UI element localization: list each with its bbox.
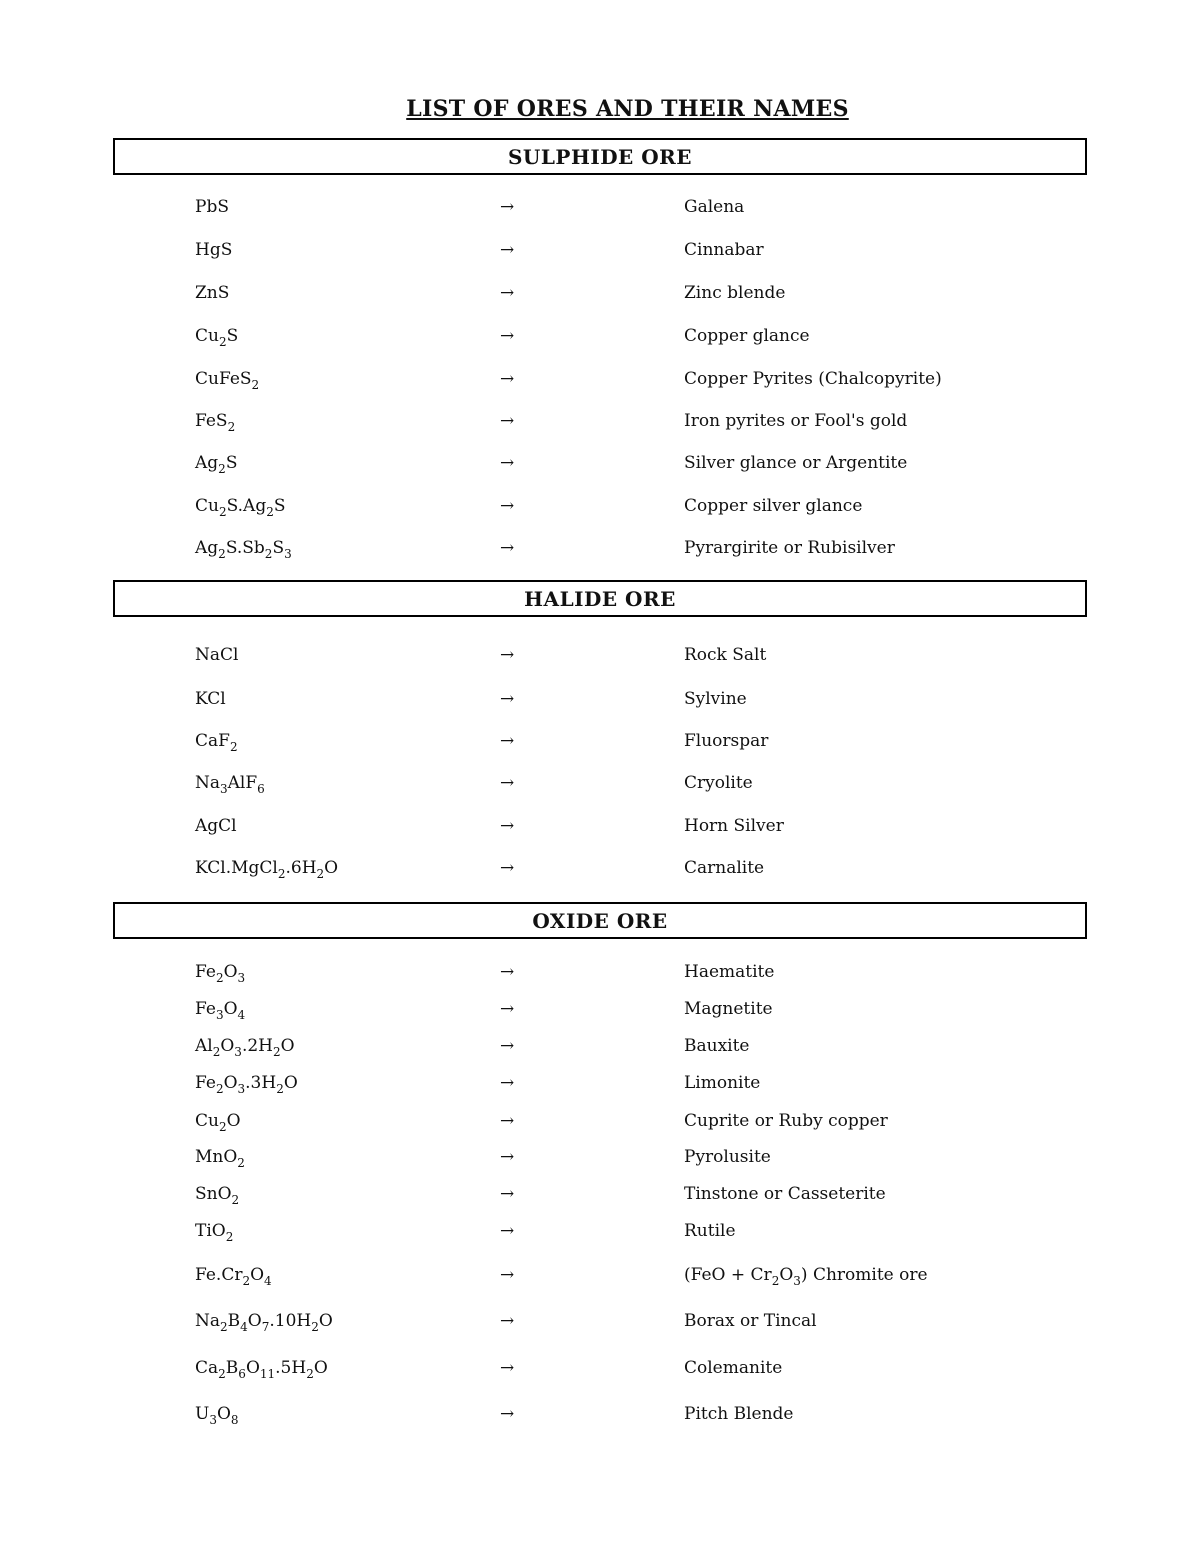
arrow-icon: → xyxy=(500,197,515,217)
ore-formula: ZnS xyxy=(195,283,230,303)
ore-row xyxy=(0,1147,1200,1173)
arrow-icon: → xyxy=(500,1221,515,1241)
arrow-icon: → xyxy=(500,731,515,751)
ore-formula: $Fe_2O_3.3H_2O$ xyxy=(195,1073,298,1096)
ore-name: Haematite xyxy=(684,962,775,982)
ore-name: Horn Silver xyxy=(684,816,784,836)
arrow-icon: → xyxy=(500,1404,515,1424)
ore-name: Copper glance xyxy=(684,326,810,346)
ore-formula: SnO$_2$ xyxy=(195,1184,240,1207)
arrow-icon: → xyxy=(500,538,515,558)
ore-formula: KCl xyxy=(195,689,226,709)
arrow-icon: → xyxy=(500,283,515,303)
arrow-icon: → xyxy=(500,689,515,709)
ore-name: Limonite xyxy=(684,1073,761,1093)
ore-formula: $Fe.Cr_2O_4$ xyxy=(195,1265,272,1288)
ore-formula: $Fe_3O_4$ xyxy=(195,999,246,1022)
ore-name: Galena xyxy=(684,197,745,217)
arrow-icon: → xyxy=(500,1184,515,1204)
ore-formula: $Ca_2B_6O_{11}.5H_2O$ xyxy=(195,1358,328,1381)
ore-row xyxy=(0,240,1200,266)
ore-name: Copper Pyrites (Chalcopyrite) xyxy=(684,369,942,389)
arrow-icon: → xyxy=(500,496,515,516)
ore-formula: NaCl xyxy=(195,645,239,665)
ore-formula: $Ag_2S.Sb_2S_3$ xyxy=(195,538,292,561)
ore-row xyxy=(0,962,1200,988)
ore-name: Fluorspar xyxy=(684,731,769,751)
ore-formula: $U_3O_8$ xyxy=(195,1404,239,1427)
ore-formula: TiO$_2$ xyxy=(195,1221,234,1244)
ore-name: Bauxite xyxy=(684,1036,750,1056)
ore-row xyxy=(0,496,1200,522)
ore-row xyxy=(0,538,1200,564)
ore-row xyxy=(0,1358,1200,1384)
ore-row xyxy=(0,858,1200,884)
ore-row xyxy=(0,1311,1200,1337)
ore-name: Pyrolusite xyxy=(684,1147,771,1167)
ore-row xyxy=(0,689,1200,715)
arrow-icon: → xyxy=(500,1036,515,1056)
ore-row xyxy=(0,326,1200,352)
ore-formula: HgS xyxy=(195,240,233,260)
ore-name: Cinnabar xyxy=(684,240,764,260)
ore-formula: $KCl.MgCl_2.6H_2O$ xyxy=(195,858,339,881)
ore-name: Sylvine xyxy=(684,689,747,709)
ore-formula: PbS xyxy=(195,197,229,217)
ore-row xyxy=(0,1073,1200,1099)
ore-row xyxy=(0,411,1200,437)
arrow-icon: → xyxy=(500,1147,515,1167)
ore-row xyxy=(0,1221,1200,1247)
arrow-icon: → xyxy=(500,1265,515,1285)
arrow-icon: → xyxy=(500,1358,515,1378)
ore-name: Colemanite xyxy=(684,1358,783,1378)
arrow-icon: → xyxy=(500,962,515,982)
arrow-icon: → xyxy=(500,816,515,836)
arrow-icon: → xyxy=(500,773,515,793)
ore-name: Magnetite xyxy=(684,999,773,1019)
arrow-icon: → xyxy=(500,999,515,1019)
arrow-icon: → xyxy=(500,411,515,431)
ore-row xyxy=(0,1404,1200,1430)
ore-row xyxy=(0,816,1200,842)
ore-row xyxy=(0,1111,1200,1137)
section-header: SULPHIDE ORE xyxy=(113,138,1087,175)
section-header: OXIDE ORE xyxy=(113,902,1087,939)
ore-name: Cuprite or Ruby copper xyxy=(684,1111,888,1131)
arrow-icon: → xyxy=(500,453,515,473)
ore-formula: $Cu_2S$ xyxy=(195,326,239,349)
ore-row xyxy=(0,1184,1200,1210)
ore-formula: $Cu_2S.Ag_2S$ xyxy=(195,496,286,519)
ore-formula: $Cu_2O$ xyxy=(195,1111,241,1134)
ore-row xyxy=(0,1036,1200,1062)
ore-formula: $Fe_2O_3$ xyxy=(195,962,246,985)
arrow-icon: → xyxy=(500,1111,515,1131)
ore-row xyxy=(0,731,1200,757)
arrow-icon: → xyxy=(500,858,515,878)
arrow-icon: → xyxy=(500,369,515,389)
ore-formula: CaF$_2$ xyxy=(195,731,238,754)
arrow-icon: → xyxy=(500,240,515,260)
ore-name: Zinc blende xyxy=(684,283,786,303)
ore-name: Carnalite xyxy=(684,858,765,878)
ore-row xyxy=(0,645,1200,671)
ore-name: $(FeO + Cr_2O_3)$ Chromite ore xyxy=(684,1265,928,1288)
ore-row xyxy=(0,369,1200,395)
arrow-icon: → xyxy=(500,326,515,346)
arrow-icon: → xyxy=(500,1311,515,1331)
ore-name: Pitch Blende xyxy=(684,1404,794,1424)
ore-formula: CuFeS$_2$ xyxy=(195,369,260,392)
ore-row xyxy=(0,197,1200,223)
ore-name: Cryolite xyxy=(684,773,753,793)
ore-row xyxy=(0,453,1200,479)
ore-row xyxy=(0,773,1200,799)
ore-name: Tinstone or Casseterite xyxy=(684,1184,886,1204)
ore-formula: $Na_2B_4O_7.10H_2O$ xyxy=(195,1311,333,1334)
ore-row xyxy=(0,999,1200,1025)
ore-name: Copper silver glance xyxy=(684,496,863,516)
ore-formula: $Al_2O_3.2H_2O$ xyxy=(195,1036,295,1059)
ore-formula: $Na_3AlF_6$ xyxy=(195,773,265,796)
ore-name: Borax or Tincal xyxy=(684,1311,817,1331)
section-header: HALIDE ORE xyxy=(113,580,1087,617)
ore-name: Rock Salt xyxy=(684,645,767,665)
ore-name: Pyrargirite or Rubisilver xyxy=(684,538,895,558)
ore-row xyxy=(0,1265,1200,1291)
ore-name: Iron pyrites or Fool's gold xyxy=(684,411,908,431)
page-title: LIST OF ORES AND THEIR NAMES xyxy=(406,96,849,122)
ore-name: Silver glance or Argentite xyxy=(684,453,908,473)
arrow-icon: → xyxy=(500,1073,515,1093)
ore-formula: MnO$_2$ xyxy=(195,1147,245,1170)
arrow-icon: → xyxy=(500,645,515,665)
ore-row xyxy=(0,283,1200,309)
ore-name: Rutile xyxy=(684,1221,736,1241)
ore-formula: $Ag_2S$ xyxy=(195,453,238,476)
ore-formula: FeS$_2$ xyxy=(195,411,236,434)
ore-formula: AgCl xyxy=(195,816,237,836)
